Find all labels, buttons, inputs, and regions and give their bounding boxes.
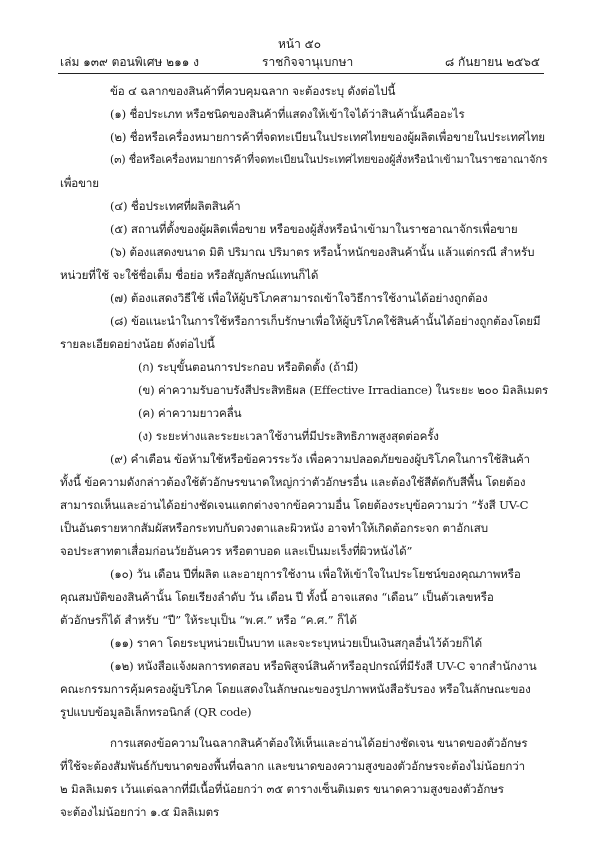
item-10-line-2: คุณสมบัติของสินค้านั้น โดยเรียงลำดับ วัน เดือน ปี ทั้งนี้ อาจแสดง “เดือน” เป็นตัวเลขหรือ	[60, 590, 494, 604]
item-8-line-2: รายละเอียดอย่างน้อย ดังต่อไปนี้	[60, 337, 215, 351]
closing-paragraph-line-4: จะต้องไม่น้อยกว่า ๑.๕ มิลลิเมตร	[60, 805, 220, 819]
volume-info: เล่ม ๑๓๙ ตอนพิเศษ ๒๑๑ ง	[60, 55, 199, 69]
item-9-line-2: ทั้งนี้ ข้อความดังกล่าวต้องใช้ตัวอักษรขนาดใหญ่กว่าตัวอักษรอื่น และต้องใช้สีตัดกับสีพื้น โดยต้อง	[60, 475, 526, 489]
item-9-line-5: จอประสาทตาเสื่อมก่อนวัยอันควร หรือตาบอด และเป็นมะเร็งที่ผิวหนังได้”	[60, 544, 413, 558]
header-divider	[58, 73, 544, 74]
clause-4-heading: ข้อ ๔ ฉลากของสินค้าที่ควบคุมฉลาก จะต้องระบุ ดังต่อไปนี้	[110, 84, 396, 98]
item-4: (๔) ชื่อประเทศที่ผลิตสินค้า	[110, 199, 241, 213]
publication-date: ๘ กันยายน ๒๕๖๕	[444, 55, 540, 69]
closing-paragraph-line-2: ที่ใช้จะต้องสัมพันธ์กับขนาดของพื้นที่ฉลาก และขนาดของความสูงของตัวอักษรจะต้องไม่น้อยกว่า	[60, 759, 525, 773]
item-8-line-1: (๘) ข้อแนะนำในการใช้หรือการเก็บรักษาเพื่อให้ผู้บริโภคใช้สินค้านั้นได้อย่างถูกต้องโดยมี	[110, 314, 541, 328]
item-12-line-3: รูปแบบข้อมูลอิเล็กทรอนิกส์ (QR code)	[60, 705, 252, 719]
item-9-line-3: สามารถเห็นและอ่านได้อย่างชัดเจนแตกต่างจากข้อความอื่น โดยต้องระบุข้อความว่า “รังสี UV-C	[60, 498, 529, 512]
item-3-line-2: เพื่อขาย	[60, 176, 99, 190]
item-12-line-2: คณะกรรมการคุ้มครองผู้บริโภค โดยแสดงในลักษณะของรูปภาพหนังสือรับรอง หรือในลักษณะของ	[60, 682, 531, 696]
item-9-line-1: (๙) คำเตือน ข้อห้ามใช้หรือข้อควรระวัง เพื่อความปลอดภัยของผู้บริโภคในการใช้สินค้า	[110, 452, 530, 466]
item-5: (๕) สถานที่ตั้งของผู้ผลิตเพื่อขาย หรือของผู้สั่งหรือนำเข้ามาในราชอาณาจักรเพื่อขาย	[110, 222, 518, 236]
item-10-line-1: (๑๐) วัน เดือน ปีที่ผลิต และอายุการใช้งาน เพื่อให้เข้าใจในประโยชน์ของคุณภาพหรือ	[110, 567, 521, 581]
sub-item-ko: (ก) ระบุขั้นตอนการประกอบ หรือติดตั้ง (ถ้ามี)	[138, 360, 359, 374]
page-number: หน้า ๕๐	[278, 37, 322, 51]
sub-item-kho-khwai: (ค) ค่าความยาวคลื่น	[138, 406, 242, 420]
item-6-line-2: หน่วยที่ใช้ จะใช้ชื่อเต็ม ชื่อย่อ หรือสัญลักษณ์แทนก็ได้	[60, 268, 319, 282]
item-6-line-1: (๖) ต้องแสดงขนาด มิติ ปริมาณ ปริมาตร หรือน้ำหนักของสินค้านั้น แล้วแต่กรณี สำหรับ	[110, 245, 535, 259]
sub-item-kho: (ข) ค่าความรับอาบรังสีประสิทธิผล (Effective Irradiance) ในระยะ ๒๐๐ มิลลิเมตร	[138, 383, 549, 397]
gazette-title: ราชกิจจานุเบกษา	[262, 55, 354, 69]
item-11: (๑๑) ราคา โดยระบุหน่วยเป็นบาท และจะระบุหน่วยเป็นเงินสกุลอื่นไว้ด้วยก็ได้	[110, 636, 483, 650]
item-2: (๒) ชื่อหรือเครื่องหมายการค้าที่จดทะเบียนในประเทศไทยของผู้ผลิตเพื่อขายในประเทศไทย	[110, 130, 545, 144]
item-9-line-4: เป็นอันตรายหากสัมผัสหรือกระทบกับดวงตาและผิวหนัง อาจทำให้เกิดต้อกระจก ตาอักเสบ	[60, 521, 488, 535]
item-1: (๑) ชื่อประเภท หรือชนิดของสินค้าที่แสดงให้เข้าใจได้ว่าสินค้านั้นคืออะไร	[110, 107, 465, 121]
sub-item-ngo: (ง) ระยะห่างและระยะเวลาใช้งานที่มีประสิทธิภาพสูงสุดต่อครั้ง	[138, 429, 439, 443]
item-12-line-1: (๑๒) หนังสือแจ้งผลการทดสอบ หรือพิสูจน์สินค้าหรืออุปกรณ์ที่มีรังสี UV-C จากสำนักงาน	[110, 659, 537, 673]
item-7: (๗) ต้องแสดงวิธีใช้ เพื่อให้ผู้บริโภคสามารถเข้าใจวิธีการใช้งานได้อย่างถูกต้อง	[110, 291, 488, 305]
item-10-line-3: ตัวอักษรก็ได้ สำหรับ “ปี” ให้ระบุเป็น “พ.ศ.” หรือ “ค.ศ.” ก็ได้	[60, 613, 357, 627]
item-3-line-1: (๓) ชื่อหรือเครื่องหมายการค้าที่จดทะเบียนในประเทศไทยของผู้สั่งหรือนำเข้ามาในราชอาณาจักร	[110, 153, 548, 166]
closing-paragraph-line-3: ๒ มิลลิเมตร เว้นแต่ฉลากที่มีเนื้อที่น้อยกว่า ๓๕ ตารางเซ็นติเมตร ขนาดความสูงของตัวอักษร	[60, 782, 504, 796]
closing-paragraph-line-1: การแสดงข้อความในฉลากสินค้าต้องให้เห็นและอ่านได้อย่างชัดเจน ขนาดของตัวอักษร	[110, 736, 528, 750]
